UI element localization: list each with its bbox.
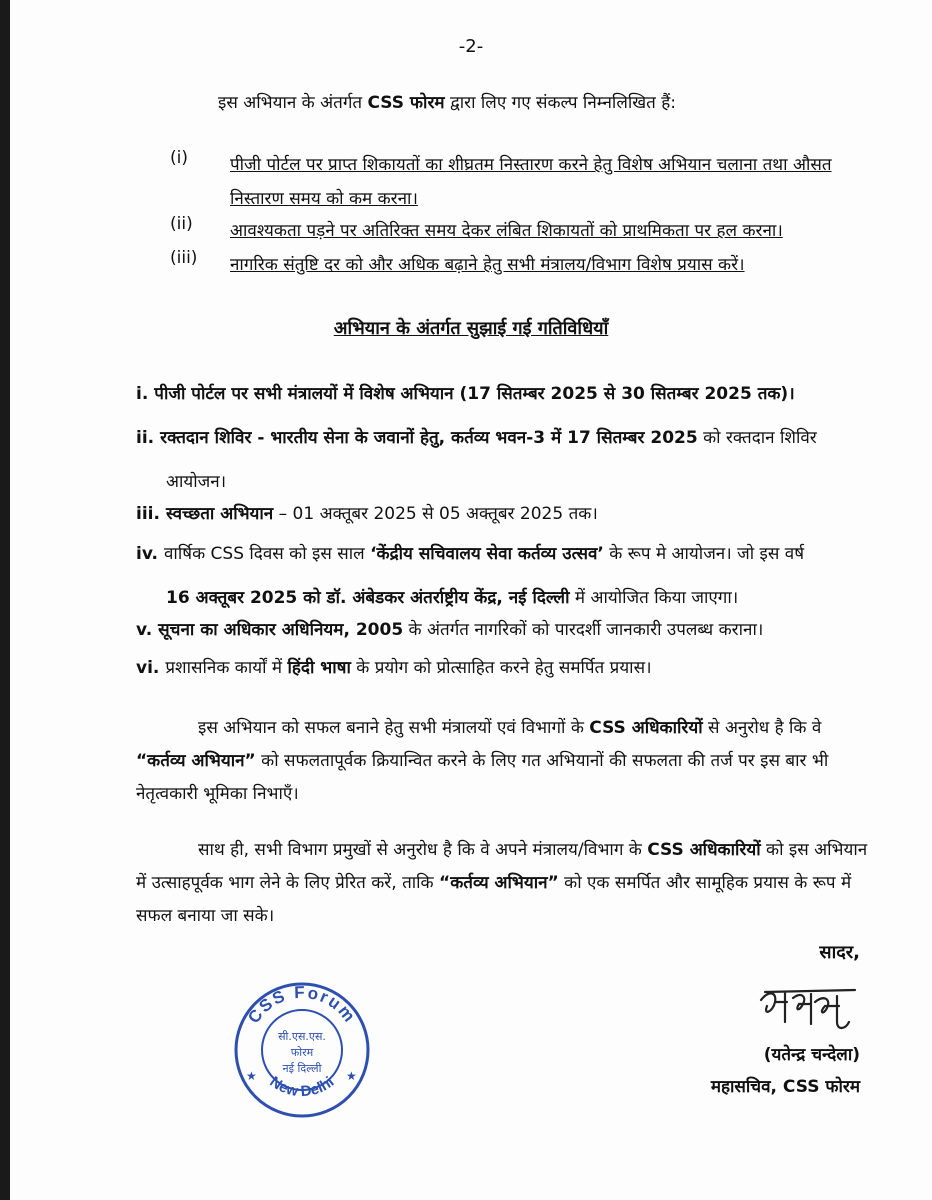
para-bold: “कर्तव्य अभियान” [439,873,559,893]
activity-text: पीजी पोर्टल पर सभी मंत्रालयों में विशेष अभियान (17 सितम्बर 2025 से 30 सितम्बर 2025 तक)। [154,384,795,404]
activity-label: i. [136,384,149,404]
activity-bold: सूचना का अधिकार अधिनियम, 2005 [158,620,404,640]
activity-text: को रक्तदान शिविर [697,428,817,448]
seal-star-icon: ★ [346,1069,357,1083]
activity-bold: हिंदी भाषा [287,658,351,678]
request-paragraph [136,712,876,811]
seal-line: फोरम [290,1046,314,1059]
activity-bold: ‘केंद्रीय सचिवालय सेवा कर्तव्य उत्सव’ [370,544,604,564]
resolution-item [170,248,880,282]
activity-label: iv. [136,544,158,564]
activity-label: ii. [136,428,155,448]
para-bold: “कर्तव्य अभियान” [136,751,256,771]
resolution-item [170,148,880,216]
activity-bold: स्वच्छता अभियान [165,504,274,524]
intro-post: द्वारा लिए गए संकल्प निम्नलिखित हैं: [444,93,677,113]
activity-item [136,372,876,416]
activity-text: वार्षिक CSS दिवस को इस साल [163,544,371,564]
para-text: को इस अभियान में उत्साहपूर्वक भाग लेने के लिए प्रेरित करें, ताकि [136,840,868,893]
resolution-text: आवश्यकता पड़ने पर अतिरिक्त समय देकर लंबित शिकायतों को प्राथमिकता पर हल करना। [230,221,783,241]
activity-label: vi. [136,658,160,678]
activity-text: के रूप मे आयोजन। जो इस वर्ष [603,544,805,564]
request-paragraph [136,834,876,933]
css-forum-seal [232,980,372,1120]
activity-text: के प्रयोग को प्रोत्साहित करने हेतु समर्पित प्रयास। [350,658,652,678]
para-bold: CSS अधिकारियों [589,718,703,738]
activity-bold: 16 अक्तूबर 2025 को डॉ. अंबेडकर अंतर्राष्ट्रीय केंद्र, नई दिल्ली [166,588,570,608]
para-text: को सफलतापूर्वक क्रियान्वित करने के लिए गत अभियानों की सफलता की तर्ज पर इस बार भी नेतृत्वकारी भूमिका निभाएँ। [136,751,829,804]
activity-label: iii. [136,504,160,524]
para-text: साथ ही, सभी विभाग प्रमुखों से अनुरोध है कि वे अपने मंत्रालय/विभाग के [198,840,648,860]
resolution-number: (ii) [170,214,193,234]
activity-item [136,532,876,620]
seal-bottom-text: New Delhi [266,1073,338,1101]
activity-continuation: आयोजन। [166,472,227,492]
activity-text: में आयोजित किया जाएगा। [569,588,739,608]
para-bold: CSS अधिकारियों [647,840,761,860]
activity-text: प्रशासनिक कार्यों में [165,658,288,678]
para-text: इस अभियान को सफल बनाने हेतु सभी मंत्रालयों एवं विभागों के [198,718,590,738]
activity-bold: रक्तदान शिविर - भारतीय सेना के जवानों हेतु, कर्तव्य भवन-3 में 17 सितम्बर 2025 [160,428,698,448]
para-text: से अनुरोध है कि वे [702,718,822,738]
seal-top-text: CSS Forum [244,982,360,1027]
intro-pre: इस अभियान के अंतर्गत [218,93,368,113]
activity-label: v. [136,620,153,640]
activity-item [136,492,876,536]
activity-item [136,416,876,504]
resolution-number: (iii) [170,248,198,268]
activity-text: – 01 अक्तूबर 2025 से 05 अक्तूबर 2025 तक। [273,504,598,524]
signatory-name: (यतेन्द्र चन्देला) [763,1045,860,1065]
intro-bold: CSS फोरम [367,93,445,113]
resolution-text: नागरिक संतुष्टि दर को और अधिक बढ़ाने हेतु सभी मंत्रालय/विभाग विशेष प्रयास करें। [230,255,745,275]
seal-line: नई दिल्ली [282,1062,322,1075]
activities-heading: अभियान के अंतर्गत सुझाई गई गतिविधियाँ [333,318,609,339]
resolution-item [170,214,880,248]
seal-star-icon: ★ [246,1069,257,1083]
activity-item [136,646,876,690]
page-number: -2- [458,36,484,57]
intro-line [218,90,676,113]
handwritten-signature [755,982,865,1034]
activity-text: के अंतर्गत नागरिकों को पारदर्शी जानकारी उपलब्ध कराना। [403,620,764,640]
seal-line: सी.एस.एस. [278,1030,326,1043]
closing-salutation: सादर, [819,942,860,963]
resolution-number: (i) [170,148,188,168]
signatory-designation: महासचिव, CSS फोरम [710,1077,860,1097]
resolution-text: पीजी पोर्टल पर प्राप्त शिकायतों का शीघ्रतम निस्तारण करने हेतु विशेष अभियान चलाना तथा औसत निस्तारण समय को कम करना। [230,155,832,209]
para-text: को एक समर्पित और सामूहिक प्रयास के रूप में सफल बनाया जा सके। [136,873,852,926]
